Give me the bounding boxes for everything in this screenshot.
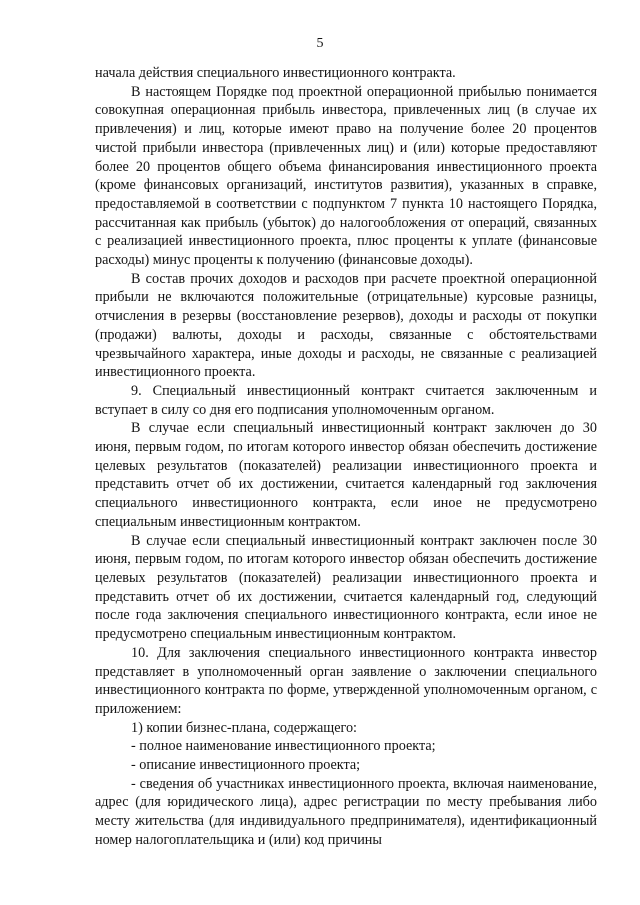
paragraph-continuation: начала действия специального инвестиционного контракта. [95,65,456,81]
list-item-project-description: - описание инвестиционного проекта; [131,757,361,774]
list-item-business-plan: 1) копии бизнес-плана, содержащего: [131,719,358,736]
paragraph-before-june-30: В случае если специальный инвестиционный контракт заключен до 30 июня, первым годом, по итогам которого инвестор обязан обеспечить достижение целевых результатов (показателей) реализации инвестиционного проекта и представить отчет об их достижении, считается календарный год заключения специального инвестиционного контракта, если иное не предусмотрено специальным инвестиционным контрактом. [95,420,597,530]
document-body [95,64,597,850]
paragraph-clause-9: 9. Специальный инвестиционный контракт считается заключенным и вступает в силу со дня его подписания уполномоченным органом. [95,382,597,418]
paragraph-operating-profit-definition: В настоящем Порядке под проектной операционной прибылью понимается совокупная операционная прибыль инвестора, привлеченных лиц (в случае их привлечения) и лиц, которые имеют право на получение более 20 процентов чистой прибыли инвестора (привлеченных лиц) и (или) которые предоставляют более 20 процентов общего объема финансирования инвестиционного проекта (кроме финансовых организаций, институтов развития), указанных в справке, предоставляемой в соответствии с подпунктом 7 пункта 10 настоящего Порядка, рассчитанная как прибыль (убыток) до налогообложения от операций, связанных с реализацией инвестиционного проекта, плюс проценты к уплате (финансовые расходы) минус проценты к получению (финансовые доходы). [95,83,597,269]
page-number: 5 [316,36,324,51]
paragraph-excluded-income-expenses: В состав прочих доходов и расходов при расчете проектной операционной прибыли не включаются положительные (отрицательные) курсовые разницы, отчисления в резервы (восстановление резервов), доходы и расходы от покупки (продажи) валюты, доходы и расходы, связанные с обстоятельствами чрезвычайного характера, иные доходы и расходы, не связанные с реализацией инвестиционного проекта. [95,270,597,381]
list-item-project-name: - полное наименование инвестиционного проекта; [131,738,436,755]
list-item-participants-info: - сведения об участниках инвестиционного проекта, включая наименование, адрес (для юридического лица), адрес регистрации по месту пребывания либо месту жительства (для индивидуального предпринимателя), идентификационный номер налогоплательщика и (или) код причины [95,775,597,848]
paragraph-after-june-30: В случае если специальный инвестиционный контракт заключен после 30 июня, первым годом, по итогам которого инвестор обязан обеспечить достижение целевых результатов (показателей) реализации инвестиционного проекта и представить отчет об их достижении, считается календарный год, следующий после года заключения специального инвестиционного контракта, если иное не предусмотрено специальным инвестиционным контрактом. [95,532,597,643]
paragraph-clause-10: 10. Для заключения специального инвестиционного контракта инвестор представляет в уполномоченный орган заявление о заключении специального инвестиционного контракта по форме, утвержденной уполномоченным органом, с приложением: [95,644,597,717]
